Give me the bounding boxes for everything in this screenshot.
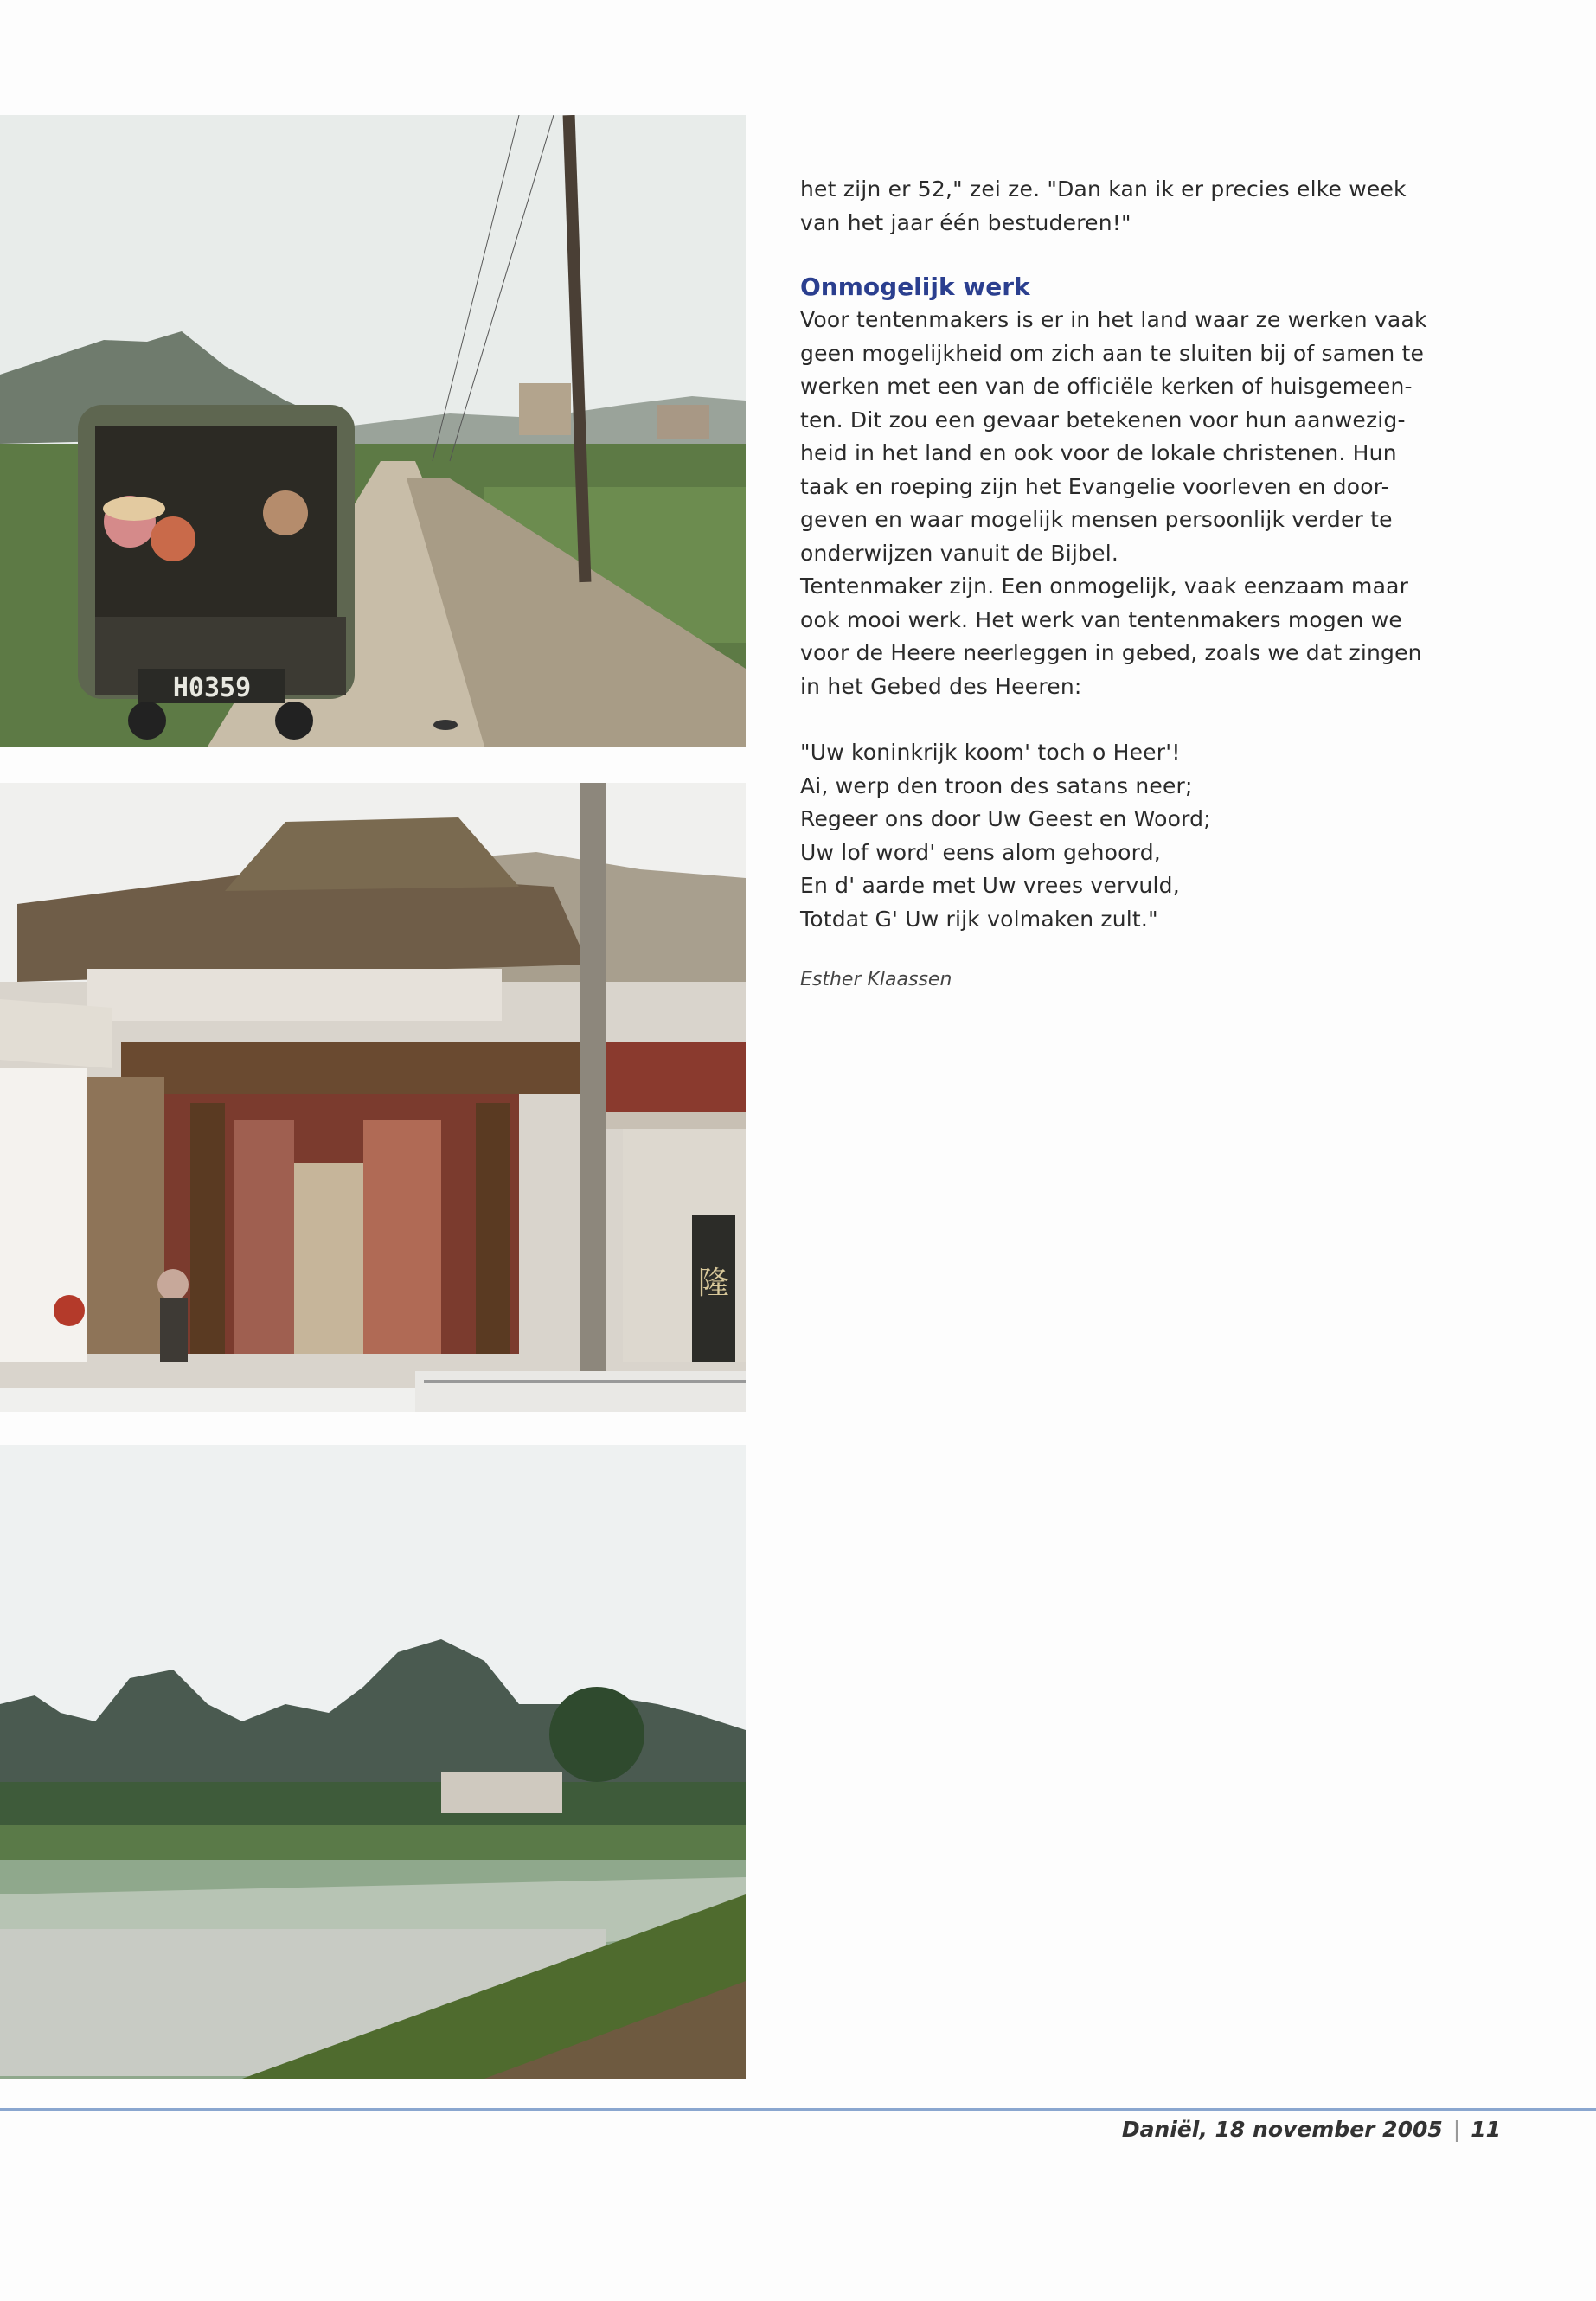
poem-line: Ai, werp den troon des satans neer; bbox=[800, 772, 1193, 798]
text-line: heid in het land en ook voor de lokale christenen. Hun bbox=[800, 440, 1397, 465]
text-line: onderwijzen vanuit de Bijbel. bbox=[800, 540, 1118, 566]
poem-line: En d' aarde met Uw vrees vervuld, bbox=[800, 873, 1180, 898]
text-line: Voor tentenmakers is er in het land waar ze werken vaak bbox=[800, 307, 1427, 332]
text-line: ten. Dit zou een gevaar betekenen voor hun aanwezig- bbox=[800, 407, 1406, 433]
poem-line: Regeer ons door Uw Geest en Woord; bbox=[800, 806, 1211, 831]
page-footer bbox=[1122, 2117, 1501, 2142]
text-line: geen mogelijkheid om zich aan te sluiten bij of samen te bbox=[800, 340, 1425, 366]
truck-license-plate: H0359 bbox=[172, 673, 252, 703]
photo-village-road-truck bbox=[0, 115, 746, 747]
intro-paragraph bbox=[800, 173, 1501, 240]
gate-sign-character: 隆 bbox=[697, 1266, 730, 1301]
text-line: geven en waar mogelijk mensen persoonlijk verder te bbox=[800, 507, 1393, 532]
author-byline: Esther Klaassen bbox=[800, 969, 952, 990]
poem-line: Uw lof word' eens alom gehoord, bbox=[800, 839, 1161, 865]
page-number: 11 bbox=[1471, 2117, 1501, 2142]
article-column bbox=[800, 173, 1501, 990]
poem-quote bbox=[800, 736, 1501, 936]
text-line: werken met een van de officiële kerken of huisgemeen- bbox=[800, 374, 1413, 399]
text-line: van het jaar één bestuderen!" bbox=[800, 209, 1131, 235]
text-line: het zijn er 52," zei ze. "Dan kan ik er precies elke week bbox=[800, 176, 1407, 202]
text-line: in het Gebed des Heeren: bbox=[800, 673, 1082, 699]
text-line: voor de Heere neerleggen in gebed, zoals we dat zingen bbox=[800, 640, 1422, 665]
publication-date: Daniël, 18 november 2005 bbox=[1121, 2117, 1443, 2142]
photo-temple-gate bbox=[0, 783, 746, 1412]
poem-line: "Uw koninkrijk koom' toch o Heer'! bbox=[800, 740, 1181, 765]
body-paragraph bbox=[800, 304, 1501, 570]
section-heading: Onmogelijk werk bbox=[800, 272, 1030, 301]
poem-line: Totdat G' Uw rijk volmaken zult." bbox=[800, 906, 1158, 932]
text-line: ook mooi werk. Het werk van tentenmakers mogen we bbox=[800, 606, 1402, 632]
closing-paragraph bbox=[800, 570, 1501, 703]
footer-divider bbox=[0, 2108, 1596, 2111]
text-line: Tentenmaker zijn. Een onmogelijk, vaak eenzaam maar bbox=[800, 574, 1409, 599]
photo-rice-paddies-karst bbox=[0, 1445, 746, 2079]
text-line: taak en roeping zijn het Evangelie voorleven en door- bbox=[800, 473, 1389, 499]
footer-separator: | bbox=[1452, 2117, 1461, 2142]
